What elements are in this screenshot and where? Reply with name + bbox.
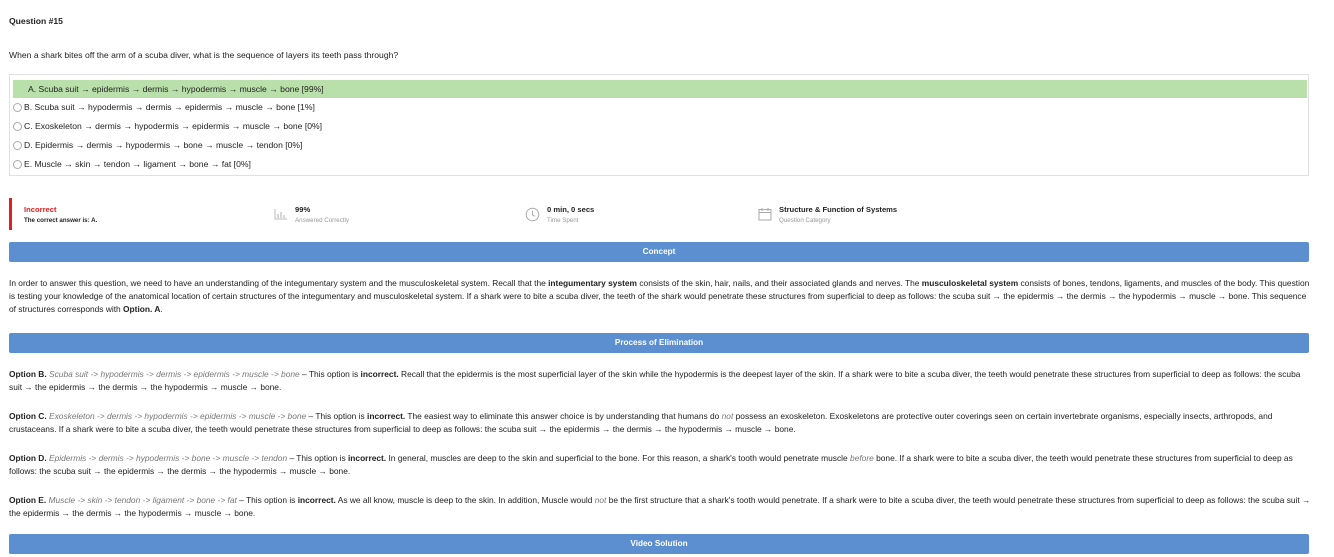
radio-button[interactable] xyxy=(13,160,22,169)
category-stat xyxy=(758,198,897,230)
result-stats xyxy=(9,198,1309,230)
time-label: Time Spent xyxy=(547,216,579,224)
option-c-explanation: Option C. Exoskeleton -> dermis -> hypodermis -> epidermis -> muscle -> bone – This option is incorrect. The easiest way to eliminate this answer choice is by understanding that humans do not possess an exoskeleton. Exoskeletons are protective outer coverings seen on certain invertebrate organisms, especially insects, arthropods, and crustaceans. If a shark were to bite a scuba diver, the teeth would penetrate these structures from superficial to deep as follows: the scuba suit → the epidermis → the dermis → the hypodermis → muscle → bone. xyxy=(9,411,1273,434)
answer-option-a[interactable] xyxy=(13,80,1307,98)
answer-label: C. Exoskeleton → dermis → hypodermis → epidermis → muscle → bone [0%] xyxy=(24,121,323,131)
question-title: Question #15 xyxy=(9,16,63,26)
radio-button[interactable] xyxy=(13,141,22,150)
option-e-explanation: Option E. Muscle -> skin -> tendon -> ligament -> bone -> fat – This option is incorrect. As we all know, muscle is deep to the skin. In addition, Muscle would not be the first structure that a shark's tooth would penetrate. If a shark were to bite a scuba diver, the teeth would penetrate these structures from superficial to deep as follows: the scuba suit → the epidermis → the dermis → the hypodermis → muscle → bone. xyxy=(9,495,1311,518)
concept-text: In order to answer this question, we need to have an understanding of the integumentary system and the musculoskeletal system. Recall that the integumentary system consists of the skin, hair, nails, and their associated glands and nerves. The musculoskeletal system consists of bones, tendons, ligaments, and muscles of the body. This question is testing your knowledge of the anatomical location of certain structures of the integumentary and musculoskeletal system. If a shark were to bite a scuba diver, the teeth of the shark would penetrate these structures from superficial to deep as follows: the scuba suit → the epidermis → the dermis → the hypodermis → muscle → bone. This sequence of structures corresponds with Option. A. xyxy=(9,278,1310,314)
video-solution-header[interactable]: Video Solution xyxy=(9,534,1309,554)
calendar-icon xyxy=(758,207,772,221)
percent-label: Answered Correctly xyxy=(295,216,349,224)
percent-correct-stat xyxy=(274,198,349,230)
answer-label: E. Muscle → skin → tendon → ligament → bone → fat [0%] xyxy=(24,159,251,169)
answer-label: D. Epidermis → dermis → hypodermis → bone → muscle → tendon [0%] xyxy=(24,140,303,150)
answer-list xyxy=(9,74,1309,176)
answer-option-c[interactable] xyxy=(13,117,1307,135)
radio-button[interactable] xyxy=(13,103,22,112)
concept-header[interactable]: Concept xyxy=(9,242,1309,262)
question-text: When a shark bites off the arm of a scuba diver, what is the sequence of layers its teeth pass through? xyxy=(9,50,399,60)
answer-option-e[interactable] xyxy=(13,155,1307,173)
bar-chart-icon xyxy=(274,208,288,220)
option-b-explanation: Option B. Scuba suit -> hypodermis -> dermis -> epidermis -> muscle -> bone – This option is incorrect. Recall that the epidermis is the most superficial layer of the skin while the hypodermis is the deepest layer of the skin. If a shark were to bite a scuba diver, the teeth would penetrate these structures from superficial to deep as follows: the scuba suit → the epidermis → the dermis → the hypodermis → muscle → bone. xyxy=(9,369,1301,392)
time-spent-stat xyxy=(525,198,594,230)
radio-button[interactable] xyxy=(13,122,22,131)
result-label: Incorrect xyxy=(24,204,57,214)
answer-option-b[interactable] xyxy=(13,98,1307,116)
category-value: Structure & Function of Systems xyxy=(779,204,898,214)
correct-answer-text: The correct answer is: A. xyxy=(24,216,98,224)
time-value: 0 min, 0 secs xyxy=(547,204,595,214)
category-label: Question Category xyxy=(779,216,831,224)
clock-icon xyxy=(525,207,540,222)
percent-value: 99% xyxy=(295,204,311,214)
answer-label: B. Scuba suit → hypodermis → dermis → epidermis → muscle → bone [1%] xyxy=(24,102,315,112)
elimination-header[interactable]: Process of Elimination xyxy=(9,333,1309,353)
answer-label: A. Scuba suit → epidermis → dermis → hypodermis → muscle → bone [99%] xyxy=(28,84,324,94)
answer-option-d[interactable] xyxy=(13,136,1307,154)
result-status xyxy=(24,198,97,230)
option-d-explanation: Option D. Epidermis -> dermis -> hypodermis -> bone -> muscle -> tendon – This option is incorrect. In general, muscles are deep to the skin and superficial to the bone. For this reason, a shark's tooth would penetrate muscle before bone. If a shark were to bite a scuba diver, the teeth would penetrate these structures from superficial to deep as follows: the scuba suit → the epidermis → the dermis → the hypodermis → muscle → bone. xyxy=(9,453,1293,476)
